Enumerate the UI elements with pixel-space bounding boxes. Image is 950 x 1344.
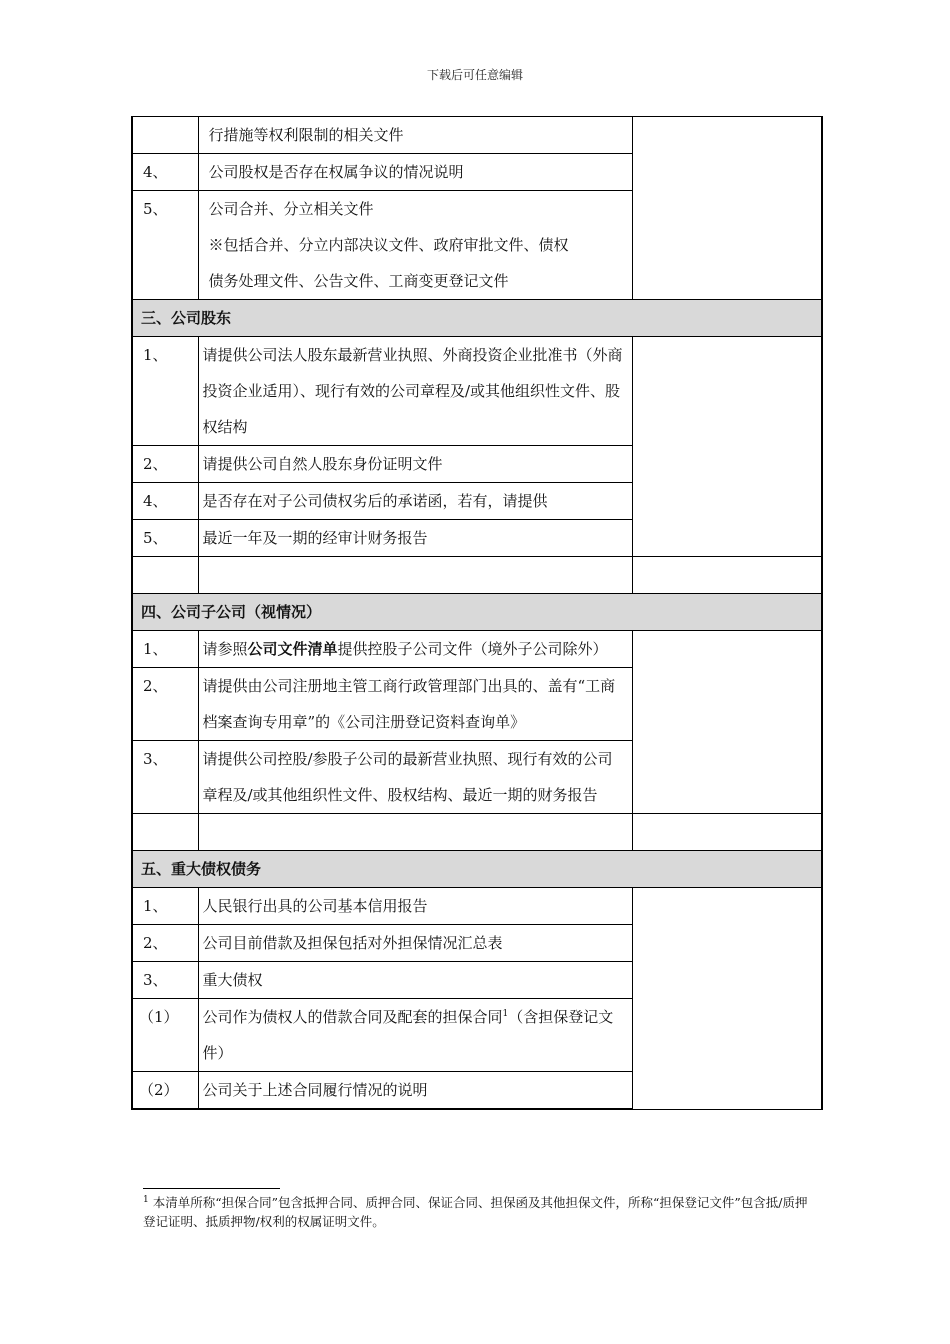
footnote-reference: 1 <box>502 1009 509 1019</box>
row-text: 公司股权是否存在权属争议的情况说明 <box>198 154 632 191</box>
company-document-list-ref: 公司文件清单 <box>247 640 338 658</box>
empty-cell <box>632 814 822 851</box>
empty-cell <box>198 557 632 594</box>
footnote-text: 本清单所称“担保合同”包含抵押合同、质押合同、保证合同、担保函及其他担保文件，所称“担保登记文件”包含抵/质押登记证明、抵质押物/权利的权属证明文件。 <box>143 1195 808 1229</box>
section-header-shareholders <box>132 300 822 337</box>
section-header-subsidiaries <box>132 594 822 631</box>
row-number: 3、 <box>132 962 198 999</box>
row-text-line: ※包括合并、分立内部决议文件、政府审批文件、债权 <box>208 236 569 254</box>
row-number: 1、 <box>132 631 198 668</box>
row-text: 是否存在对子公司债权劣后的承诺函，若有，请提供 <box>198 483 632 520</box>
row-text <box>198 191 632 300</box>
row-text-post: 提供控股子公司文件（境外子公司除外） <box>337 640 608 658</box>
row-number: 3、 <box>132 741 198 814</box>
empty-cell <box>132 557 198 594</box>
row-text: 最近一年及一期的经审计财务报告 <box>198 520 632 557</box>
row-number: 4、 <box>132 483 198 520</box>
section-title: 三、公司股东 <box>132 300 822 337</box>
section-title: 四、公司子公司（视情况） <box>132 594 822 631</box>
row-text: 重大债权 <box>198 962 632 999</box>
row-text <box>198 999 632 1072</box>
row-number: 5、 <box>132 520 198 557</box>
row-number: （2） <box>132 1072 198 1110</box>
row-number: 2、 <box>132 668 198 741</box>
row-text: 请提供公司控股/参股子公司的最新营业执照、现行有效的公司章程及/或其他组织性文件、股权结构、最近一期的财务报告 <box>198 741 632 814</box>
section-title: 五、重大债权债务 <box>132 851 822 888</box>
row-text-line: 公司合并、分立相关文件 <box>208 200 374 218</box>
row-text <box>198 631 632 668</box>
row-number <box>132 117 198 154</box>
table-row <box>132 631 822 668</box>
table-row <box>132 117 822 154</box>
row-text-pre: 请参照 <box>202 640 248 658</box>
empty-row <box>132 814 822 851</box>
table-row <box>132 337 822 446</box>
row-number: 2、 <box>132 925 198 962</box>
document-checklist-table <box>131 116 823 1110</box>
footnote-mark: 1 <box>143 1194 149 1205</box>
row-text: 请提供公司法人股东最新营业执照、外商投资企业批准书（外商投资企业适用）、现行有效的公司章程及/或其他组织性文件、股权结构 <box>198 337 632 446</box>
row-text: 人民银行出具的公司基本信用报告 <box>198 888 632 925</box>
empty-row <box>132 557 822 594</box>
row-text-cont: （含担保登记文件） <box>202 1008 614 1062</box>
row-text: 请提供公司自然人股东身份证明文件 <box>198 446 632 483</box>
row-number: 4、 <box>132 154 198 191</box>
empty-cell <box>132 814 198 851</box>
row-text: 行措施等权利限制的相关文件 <box>198 117 632 154</box>
header-note: 下载后可任意编辑 <box>426 68 523 82</box>
row-text-line: 债务处理文件、公告文件、工商变更登记文件 <box>208 272 509 290</box>
section-header-major-debts <box>132 851 822 888</box>
row-number: 5、 <box>132 191 198 300</box>
remarks-cell <box>632 117 822 300</box>
remarks-cell <box>632 888 822 1110</box>
row-number: 2、 <box>132 446 198 483</box>
table-row <box>132 888 822 925</box>
footnote-separator <box>143 1188 280 1189</box>
row-number: （1） <box>132 999 198 1072</box>
footnote <box>143 1193 808 1231</box>
remarks-cell <box>632 631 822 814</box>
row-number: 1、 <box>132 337 198 446</box>
row-text: 请提供由公司注册地主管工商行政管理部门出具的、盖有“工商档案查询专用章”的《公司注册登记资料查询单》 <box>198 668 632 741</box>
row-text: 公司关于上述合同履行情况的说明 <box>198 1072 632 1110</box>
row-text: 公司目前借款及担保包括对外担保情况汇总表 <box>198 925 632 962</box>
row-number: 1、 <box>132 888 198 925</box>
row-text-main: 公司作为债权人的借款合同及配套的担保合同 <box>202 1008 503 1026</box>
empty-cell <box>198 814 632 851</box>
remarks-cell <box>632 337 822 557</box>
empty-cell <box>632 557 822 594</box>
